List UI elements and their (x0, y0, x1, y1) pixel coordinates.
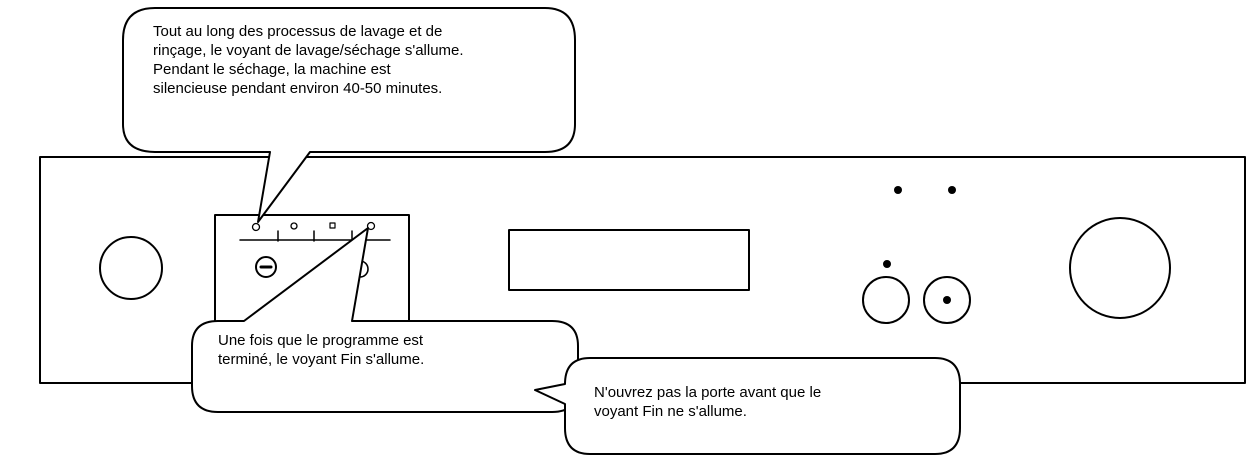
door-warning-callout-text: N'ouvrez pas la porte avant que le voyant Fin ne s'allume. (594, 384, 822, 420)
led-1 (894, 186, 902, 194)
wash-dry-callout-text: Tout au long des processus de lavage et de rinçage, le voyant de lavage/séchage s'allume. Pendant le séchage, la machine est silencieuse pendant environ 40-50 minutes. (153, 23, 464, 97)
end-light-callout-text: Une fois que le programme est terminé, le voyant Fin s'allume. (218, 332, 425, 368)
led-3 (883, 260, 891, 268)
round-button-right-dot (943, 296, 951, 304)
led-2 (948, 186, 956, 194)
